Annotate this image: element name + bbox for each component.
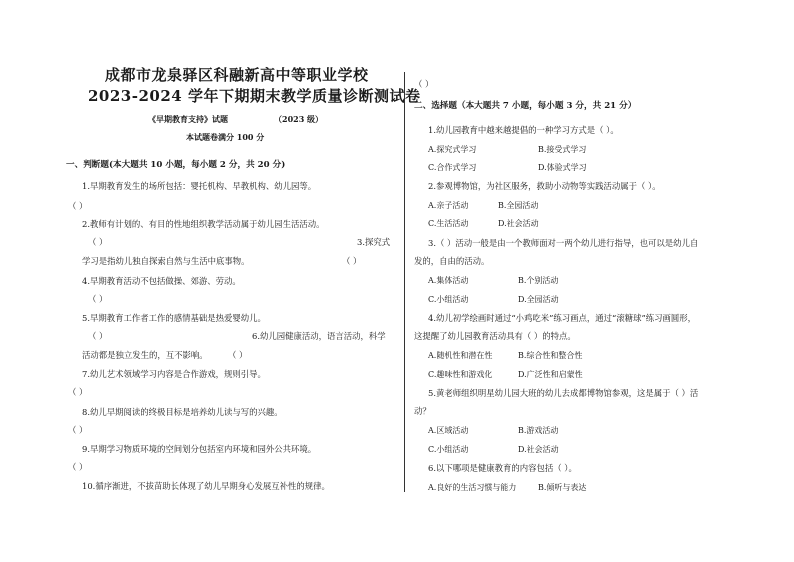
section2-heading: 二、选择题（本大题共 7 小题，每小题 3 分，共 21 分） [414, 101, 637, 111]
course-name: 《早期教育支持》试题 [148, 114, 228, 124]
judge-q5: 5.早期教育工作者工作的感情基础是热爱婴幼儿。 [82, 313, 266, 323]
choice-q3-d: D.全园活动 [518, 295, 559, 304]
choice-q6-a: A.良好的生活习惯与能力 [428, 483, 517, 492]
judge-q2-paren: （ ） [88, 237, 108, 247]
judge-q10: 10.循序渐进，不拔苗助长体现了幼儿早期身心发展互补性的规律。 [82, 481, 330, 491]
choice-q4: 4.幼儿初学绘画时通过“小鸡吃米”练习画点，通过“滚糖球”练习画圆形， [428, 313, 696, 323]
choice-q3: 3.（ ）活动一般是由一个教师面对一两个幼儿进行指导，也可以是幼儿自 [428, 238, 699, 248]
judge-q6-start: 6.幼儿园健康活动，语言活动，科学 [252, 331, 386, 341]
choice-q1-b: B.接受式学习 [538, 145, 587, 154]
exam-title: 2023-2024 学年下期期末教学质量诊断测试卷 [88, 87, 421, 105]
choice-q5: 5.黄老师组织明星幼儿园大班的幼儿去成都博物馆参观，这是属于（ ）活 [428, 388, 699, 398]
choice-q1-a: A.探究式学习 [428, 145, 477, 154]
choice-q2-c: C.生活活动 [428, 219, 469, 228]
judge-q6-paren: （ ） [228, 350, 248, 360]
judge-q4-paren: （ ） [88, 294, 108, 304]
section1-heading: 一、判断题(本大题共 10 小题，每小题 2 分，共 20 分) [66, 160, 286, 170]
column-divider [404, 72, 405, 492]
choice-q1-d: D.体验式学习 [538, 163, 587, 172]
total-score: 本试题卷满分 100 分 [186, 132, 265, 142]
choice-q4-c: C.趣味性和游戏化 [428, 370, 493, 379]
judge-q1: 1.早期教育发生的场所包括：婴托机构、早教机构、幼儿园等。 [82, 181, 317, 191]
judge-q6-cont: 活动都是独立发生的，互不影响。 [82, 350, 208, 360]
choice-q2-b: B.全园活动 [498, 201, 539, 210]
judge-q3-start: 3.探究式 [357, 237, 391, 247]
choice-q4-a: A.随机性和潜在性 [428, 351, 493, 360]
choice-q6: 6.以下哪项是健康教育的内容包括（ ）。 [428, 463, 577, 473]
choice-q2-a: A.亲子活动 [428, 201, 469, 210]
right-top-paren: （ ） [414, 79, 434, 89]
judge-q3-cont: 学习是指幼儿独自探索自然与生活中底事物。 [82, 256, 250, 266]
choice-q5-cont: 动？ [414, 406, 431, 416]
choice-q5-d: D.社会活动 [518, 445, 559, 454]
judge-q9-paren: （ ） [68, 462, 88, 472]
judge-q4: 4.早期教育活动不包括做操、郊游、劳动。 [82, 276, 241, 286]
choice-q3-c: C.小组活动 [428, 295, 469, 304]
grade-label: （2023 级） [274, 114, 324, 124]
judge-q8: 8.幼儿早期阅读的终极目标是培养幼儿读与写的兴趣。 [82, 407, 283, 417]
choice-q2: 2.参观博物馆，为社区服务，救助小动物等实践活动属于（ ）。 [428, 181, 661, 191]
choice-q1: 1.幼儿园教育中越来越提倡的一种学习方式是（ ）。 [428, 125, 619, 135]
judge-q5-paren: （ ） [88, 331, 108, 341]
choice-q4-d: D.广泛性和启蒙性 [518, 370, 583, 379]
judge-q9: 9.早期学习物质环境的空间划分包括室内环境和园外公共环境。 [82, 444, 317, 454]
school-title: 成都市龙泉驿区科融新高中等职业学校 [105, 66, 369, 84]
judge-q2: 2.教师有计划的、有目的性地组织教学活动属于幼儿园生活活动。 [82, 219, 325, 229]
choice-q3-cont: 发的，自由的活动。 [414, 256, 490, 266]
judge-q1-paren: （ ） [68, 201, 88, 211]
choice-q1-c: C.合作式学习 [428, 163, 477, 172]
judge-q8-paren: （ ） [68, 425, 88, 435]
judge-q7: 7.幼儿艺术领域学习内容是合作游戏，规则引导。 [82, 369, 266, 379]
choice-q4-b: B.综合性和整合性 [518, 351, 583, 360]
choice-q3-a: A.集体活动 [428, 276, 469, 285]
judge-q3-paren: （ ） [342, 256, 362, 266]
judge-q7-paren: （ ） [68, 387, 88, 397]
choice-q6-b: B.倾听与表达 [538, 483, 587, 492]
choice-q3-b: B.个别活动 [518, 276, 559, 285]
choice-q2-d: D.社会活动 [498, 219, 539, 228]
choice-q5-a: A.区域活动 [428, 426, 469, 435]
choice-q4-cont: 这提醒了幼儿园教育活动具有（ ）的特点。 [414, 331, 576, 341]
choice-q5-c: C.小组活动 [428, 445, 469, 454]
choice-q5-b: B.游戏活动 [518, 426, 559, 435]
